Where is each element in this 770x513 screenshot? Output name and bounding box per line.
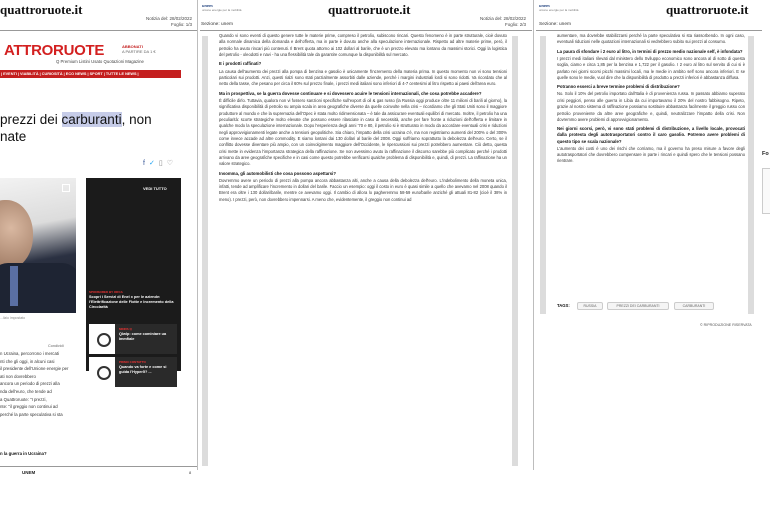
question-heading: Insomma, gli automobilisti che cosa possono aspettarsi? <box>219 170 336 176</box>
promo-thumb-icon <box>89 324 115 354</box>
article-body <box>557 33 745 167</box>
scroll-gutter-right <box>512 36 518 466</box>
article-question: n la guerra in Ucraina? <box>0 451 47 456</box>
site-title: quattroruote.it <box>328 2 411 17</box>
view-all-link[interactable]: VEDI TUTTO <box>143 186 167 191</box>
paragraph: Quando vi sono eventi di questo genere tutte le materie prime, compreso il petrolio, subiscono rincari. Questo fenomeno è in parte strutturale, cioè dovuto alla normale dinamica della domanda e dell'offerta, ma in parte è dovuto anche alla speculazione internazionale. Rispetto ad altre materie prime, però, il petrolio ha avuto rincari più contenuti. Il Brent quota attorno ai 102 dollari al barile, che è un prezzo elevato ma lontano da massimi storici. Oggi la logistica del petrolio - oleodotti e navi - ha una flessibilità tale da garantire comunque la disponibilità sul mercato. <box>219 33 507 58</box>
sponsored-block[interactable]: SPONSORED BY ORCA Scopri i Servizi di Enel x per le aziende: l'Elettrificazione delle Flotte e Incremento della Circolarità <box>89 290 174 309</box>
question-heading: Nei giorni scorsi, però, vi sono stati problemi di distribuzione, a livello locale, provocati dalla protesta degli autotrasportatori contro il caro gasolio. Potremo avere problemi di questo tipo se scala nazionale? <box>557 126 745 144</box>
notice-header: Notizia del: 28/02/2022 Foglio: 2/3 <box>479 16 526 27</box>
question-heading: Potranno esserci a breve termine problemi di distribuzione? <box>557 84 680 90</box>
paragraph: No. Solo il 10% del petrolio importato dall'Italia è di provenienza russa. In passato abbiamo superato crisi peggiori, penso alle guerra in Libia da cui importavamo il 20% del nostro fabbisogno. Ripeto, grazie al nostro sistema di raffinazione possiamo sostituire abbastanza facilmente il greggio russo con petrolio proveniente da altre aree geografiche e, quindi, neutralizzare l'impatto della crisi. Non dovremmo avere problemi di approvvigionamento. <box>557 91 745 122</box>
expand-icon <box>62 184 70 192</box>
top-menu[interactable]: Q Premium Listini Usato Quotazioni Magazine <box>56 59 144 64</box>
promo-thumb-icon <box>89 357 115 387</box>
tag-chip[interactable]: PREZZI DEI CARBURANTI <box>607 302 669 310</box>
bookmark-icon: ▯ <box>158 160 167 167</box>
page-separator <box>197 0 198 470</box>
share-icons[interactable] <box>143 159 177 167</box>
question-heading: E i prodotti raffinati? <box>219 61 262 67</box>
footer-source: UNEM <box>22 470 36 475</box>
section-label: Sezione: unem <box>201 22 233 27</box>
page-number: 8 <box>189 470 192 475</box>
edge-label: Fo <box>762 151 769 157</box>
tags-row <box>557 300 757 310</box>
news-nav-bar[interactable]: | EVENTI | VIABILITÀ | CURIOSITÀ | ECO NEWS | SPORT | TUTTE LE NEWS | <box>0 70 181 78</box>
promo-card-2[interactable]: PRIMO CONTATTO Quando va forte e come si guida l'Hyper5? ... <box>89 357 177 387</box>
paragraph: La causa dell'aumento dei prezzi alla pompa di benzina e gasolio è unicamente l'incremento della materia prima. In questo momento non vi sono tensioni particolari sui prodotti. Anzi, questi rialzi sono stati parzialmente assorbiti dalle aziende, perché i margini industriali lordi si sono ridotti. Va ricordato che al netto della tasse, che pesano per circa il 60% sul prezzo finale, i prezzi medi italiani sono inferiori di 4-7 centesimi al litro rispetto ai paesi dell'area euro. <box>219 68 507 87</box>
photo-caption: ...lizio impostato <box>0 316 26 320</box>
tags-label: TAGS: <box>557 303 570 308</box>
paragraph: I prezzi medi italiani rilevati dal ministero dello Sviluppo economico sono ancora al di sotto di questa soglia, ciamo e circa 1,85 per la benzina e 1,722 per il gasolio. I 2 euro al litro sul servito di cui si è parlato nei giorni scorsi picchi massimi locali, ma le medie in ambito self sono ancora inferiori. E se quelle sono le medie, vuol dire che la disponibilità di prodotto a prezzi inferiori è abbastanza diffusa. <box>557 55 745 80</box>
header-divider <box>536 30 762 31</box>
heart-icon: ♡ <box>166 160 177 167</box>
highlighted-term: carburanti <box>61 112 122 127</box>
header-divider <box>200 30 532 31</box>
page-2 <box>200 0 532 513</box>
unem-logo: unem unione energie per la mobilità <box>539 3 579 12</box>
section-label: Sezione: unem <box>539 22 571 27</box>
reproduction-notice: © RIPRODUZIONE RISERVATA <box>700 323 752 327</box>
site-title: quattroruote.it <box>0 2 83 17</box>
article-body <box>219 33 507 205</box>
scroll-gutter-left <box>202 36 208 466</box>
tag-chip[interactable]: RUSSIA <box>577 302 603 310</box>
paragraph: Dovremmo avere un periodo di prezzi alla pompa ancora abbastanza alti, anche a causa della debolezza dell'euro. L'indebolimento della moneta unica, infatti, tende ad amplificare l'incremento in dollari del barile. Faccio un esempio: oggi il costo in euro è quasi simile a quello che avevamo nel 2008 quando il Brent era oltre i 130 dollari/barile, mentre ce avevamo oggi. Il cambio di allora lo pagheremmo 58-59 euro/barile anziché gli attuali 81-82 (cioè il 38% in meno). I prezzi, però, non dovrebbero impennarsi. A meno che, evidentemente, il greggio non continui ad <box>219 177 507 202</box>
article-photo[interactable] <box>0 178 76 313</box>
notice-date: Notizia del: 28/02/2022 <box>145 16 192 21</box>
share-label[interactable]: Condividi <box>48 344 64 348</box>
site-title: quattroruote.it <box>666 2 749 17</box>
footer-divider <box>0 466 197 467</box>
quattroruote-logo: ATTRORUOTE <box>4 42 105 59</box>
question-heading: Ma in prospettiva, se la guerra dovesse continuare e si dovessero acuire le tensioni internazionali, che cosa potrebbe accadere? <box>219 90 482 96</box>
question-heading: La paura di sfondare i 2 euro al litro, in termini di prezzo medio nazionale self, è infondata? <box>557 48 743 54</box>
header-divider <box>0 30 197 31</box>
paragraph: aumentare, ma dovrebbe stabilizzarsi perché la parte speculativa si sta riassorbendo. In ogni caso, eventuali riduzioni nelle quotazioni internazionali si vedrebbero subito sui prezzi al consumo. <box>557 33 745 45</box>
page-separator <box>533 0 534 470</box>
subscribe-badge[interactable]: ABBONATI A PARTIRE DA 1 € <box>122 44 156 54</box>
scroll-gutter-left <box>540 36 546 314</box>
paragraph: È difficile dirlo. Tuttavia, qualora non vi fossero sanzioni specifiche sull'export di oil & gas russo (la Russia oggi produce oltre 11 milioni di barili al giorno), la significativa disponibilità di petrolio su ampia scala in area geografiche diverse da quelle coinvolte nella crisi – ricordiamo che gli Stati Uniti sono il maggiore produttore al mondo e che la supremazia dell'Opec è stata molto ridimensionata – è tale da assicurare eventuali equilibri di mercato. Inoltre, il petrolio ha una peculiarità: scorte strategiche molto elevate che possono essere rilasciate in caso di necessità, anche per fare fronte a riduzioni dell'offerta e limitare in qualche modo la speculazione internazionale. Dopo l'esperienza degli anni '70 e 80, il petrolio si è strutturato in modo da accordare eventuali crisi e riduzioni negli approvvigionamenti legate anche a tensioni geopolitiche. Sia chiaro, l'impatto della crisi ucraina c'è, ma non registriamo aumenti del 200% o del 300% come invece accade ad altre commodity. E siamo lontani dai 130 dollari al barile del 2008. Oggi soffriamo soprattutto la debolezza dell'euro. Certo, se il conflitto dovesse diventare più ampio, con un coinvolgimento maggiore dell'Occidente, le ripercussioni sui prezzi potrebbero aumentare. Ciò detto, questa crisi mette in evidenza l'importanza strategica della raffinazione. Se non avessimo avuto la raffinazione il discorso sarebbe più complicato perché i prodotti arrivano da aree geografiche specifiche e in casi come questo potrebbe verificarsi qualche problema di disponibilità e, quindi, di prezzi. La raffinazione ha un valore strategico. <box>219 97 507 167</box>
paragraph: L'aumento dei costi è uno dei rischi che corriamo, ma il governo ha preso misure a favore degli autotrasportatori che dovrebbero compensare in parte i rincari e quindi spero che le tensioni possano rientrare. <box>557 145 745 164</box>
page-3 <box>536 0 770 513</box>
unem-logo: unem unione energie per la mobilità <box>202 3 242 12</box>
article-headline: prezzi dei carburanti, non nate <box>0 112 152 144</box>
page-label: Foglio: 1/3 <box>170 22 192 27</box>
promo-card-1[interactable]: MINDS Q Qlwlp: come cominiare ua Immfiale <box>89 324 177 354</box>
scroll-gutter-right <box>748 36 754 314</box>
notice-header <box>128 16 192 28</box>
edge-panel <box>762 168 770 214</box>
tag-chip[interactable]: CARBURANTI <box>674 302 714 310</box>
twitter-icon: ✓ <box>148 160 159 167</box>
facebook-icon: f <box>143 160 149 167</box>
article-body-clip: n Ucraina, percorrono i mercati nti che gli oggi, in alcuni casi il presidente dell'Unione energie per ati non dovrebbero ancora un periodo di prezzi alla nda dell'euro, che tende ad a Quattroruote: "I prezzi, nte: "il greggio non continui ad perché la parte speculativa si sta <box>0 351 69 417</box>
page-1 <box>0 0 197 513</box>
